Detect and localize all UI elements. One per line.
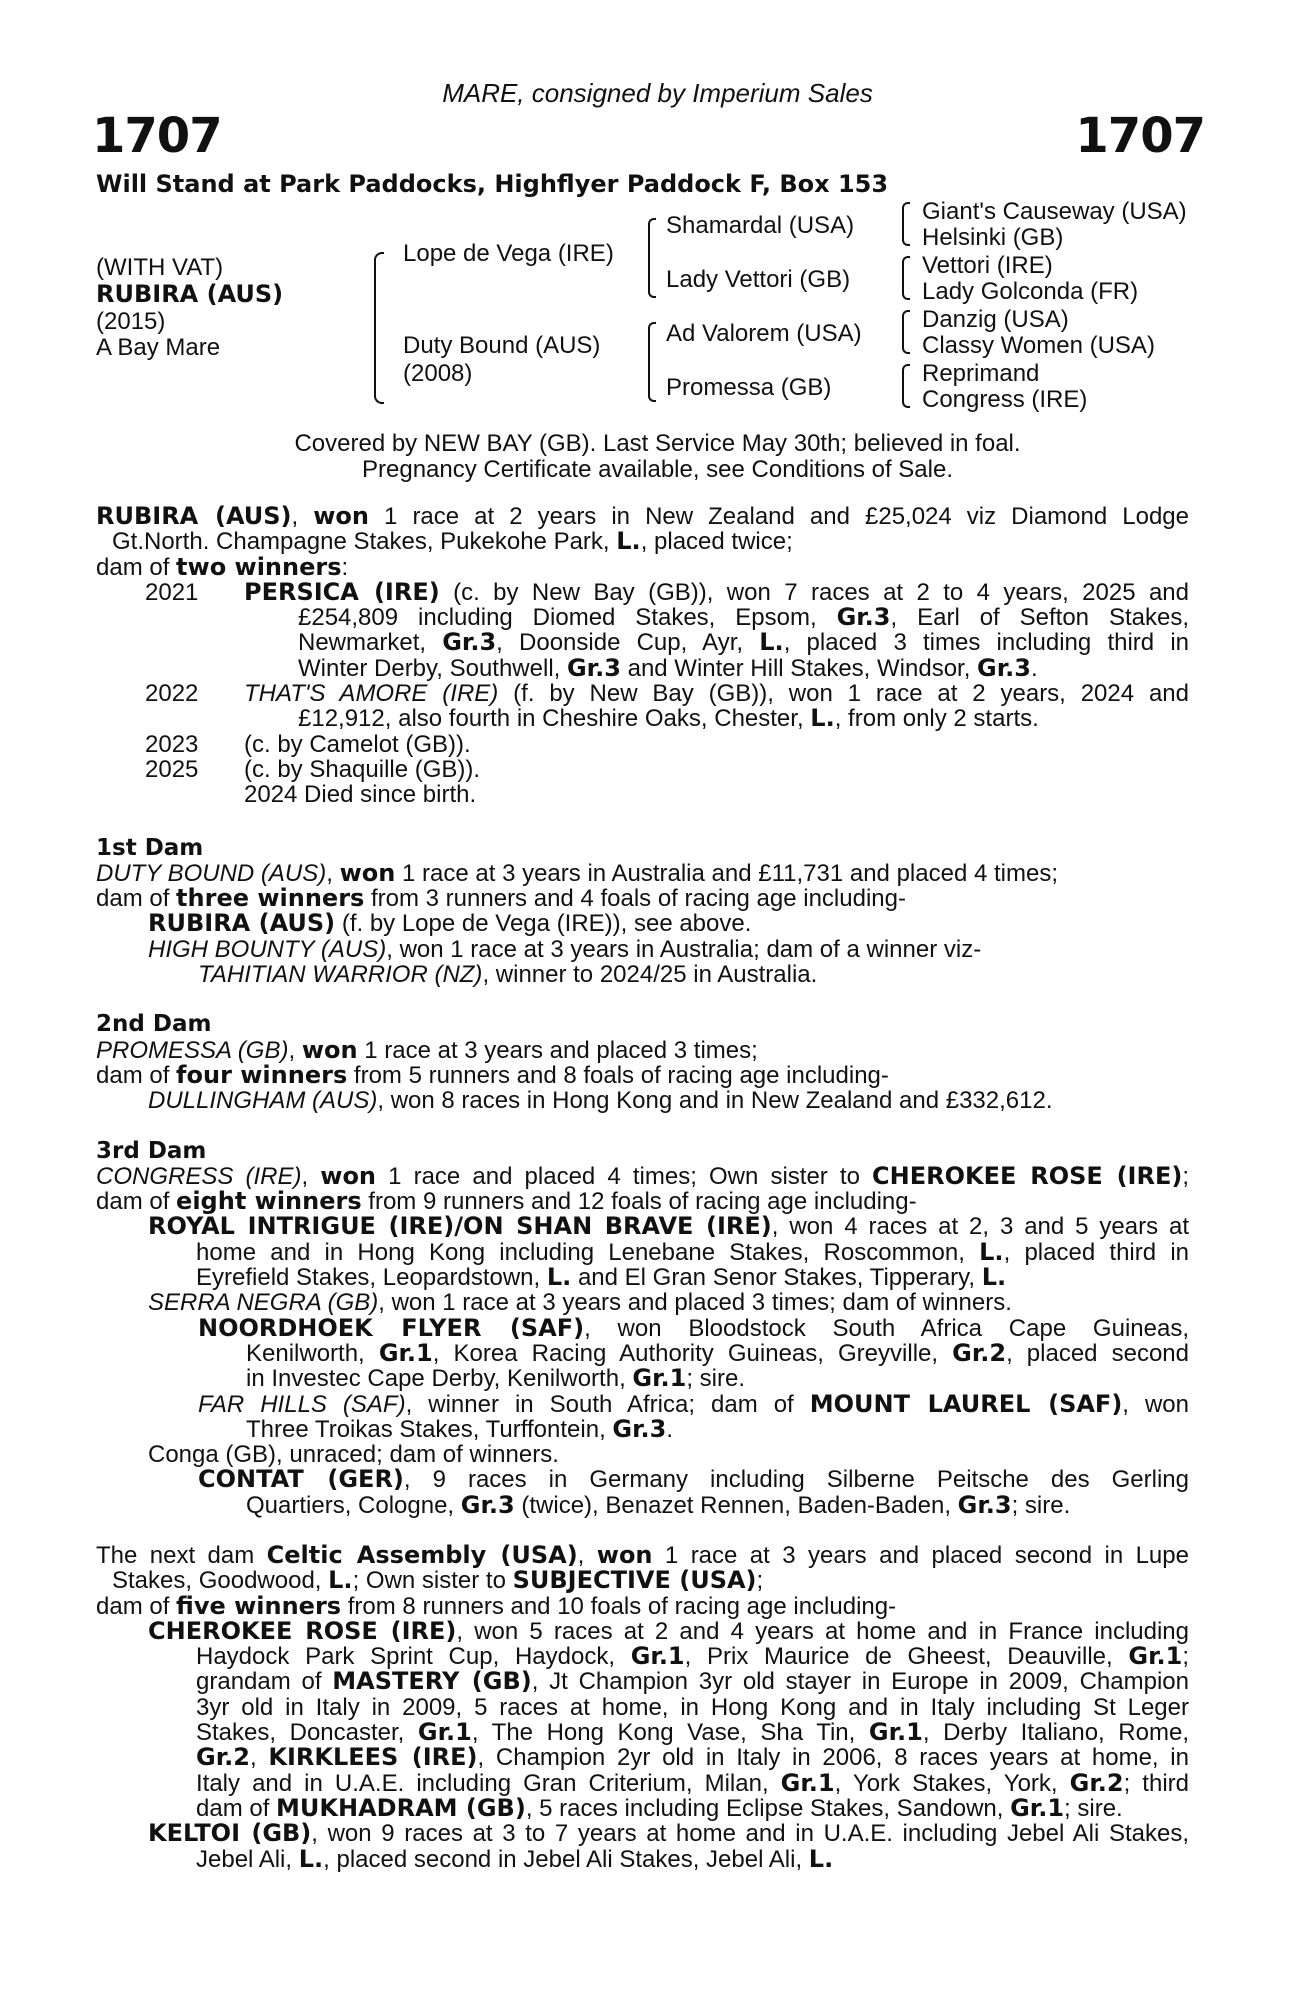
second-dam-line-1: PROMESSA (GB), won 1 race at 3 years and placed 3 times; [96, 1035, 758, 1064]
vat-note: (WITH VAT) [96, 254, 224, 281]
produce-2021-line-3: Newmarket, Gr.3, Doonside Cup, Ayr, L., placed 3 times including third in [298, 628, 1189, 657]
cherokee-rose-line-5: Stakes, Doncaster, Gr.1, The Hong Kong Vase, Sha Tin, Gr.1, Derby Italiano, Rome, [196, 1718, 1189, 1747]
royal-intrigue-line-1: ROYAL INTRIGUE (IRE)/ON SHAN BRAVE (IRE), won 4 races at 2, 3 and 5 years at [148, 1212, 1189, 1241]
second-dam-line-2: dam of four winners from 5 runners and 8 foals of racing age including- [96, 1060, 889, 1089]
pedigree-brace-sd [902, 256, 910, 300]
produce-2022-line-2: £12,912, also fourth in Cheshire Oaks, Chester, L., from only 2 starts. [298, 704, 1039, 733]
dd-dam: Congress (IRE) [922, 386, 1088, 413]
far-hills-line-2: Three Troikas Stakes, Turffontein, Gr.3. [246, 1414, 674, 1443]
produce-2021-line-2: £254,809 including Diomed Stakes, Epsom, Gr.3, Earl of Sefton Stakes, [298, 603, 1189, 632]
ds-dam: Classy Women (USA) [922, 332, 1155, 359]
first-dam-line-2: dam of three winners from 3 runners and 4 foals of racing age including- [96, 884, 906, 913]
produce-2023: 2023 (c. by Camelot (GB)). [145, 730, 471, 758]
third-dam-heading: 3rd Dam [96, 1137, 207, 1164]
consignor-line: MARE, consigned by Imperium Sales [442, 78, 873, 108]
produce-2021: 2021 PERSICA (IRE) (c. by New Bay (GB)), won 7 races at 2 to 4 years, 2025 and [145, 577, 1189, 606]
catalogue-body [96, 504, 1189, 1872]
first-dam-line-3: RUBIRA (AUS) (f. by Lope de Vega (IRE)), see above. [148, 909, 752, 938]
produce-2025: 2025 (c. by Shaquille (GB)). [145, 755, 481, 783]
ss-sire: Giant's Causeway (USA) [922, 198, 1187, 225]
cherokee-rose-line-7: Italy and in U.A.E. including Gran Criterium, Milan, Gr.1, York Stakes, York, Gr.2; third [196, 1768, 1189, 1797]
lot-number-right: 1707 [1075, 108, 1205, 164]
third-dam-line-1: CONGRESS (IRE), won 1 race and placed 4 times; Own sister to CHEROKEE ROSE (IRE); [96, 1161, 1189, 1190]
dd-sire: Reprimand [922, 360, 1040, 387]
produce-2022: 2022 THAT'S AMORE (IRE) (f. by New Bay (GB)), won 1 race at 2 years, 2024 and [145, 680, 1189, 708]
dam-sire: Ad Valorem (USA) [666, 320, 862, 347]
next-dam-line-1: The next dam Celtic Assembly (USA), won 1 race at 3 years and placed second in Lupe [96, 1540, 1189, 1569]
stand-location: Will Stand at Park Paddocks, Highflyer Paddock F, Box 153 [96, 170, 889, 198]
produce-2021-line-4: Winter Derby, Southwell, Gr.3 and Winter Hill Stakes, Windsor, Gr.3. [298, 653, 1038, 682]
cherokee-rose-line-1: CHEROKEE ROSE (IRE), won 5 races at 2 and 4 years at home and in France including [148, 1616, 1189, 1645]
pedigree-brace-ss [902, 202, 910, 246]
third-dam-line-2: dam of eight winners from 9 runners and 12 foals of racing age including- [96, 1187, 917, 1216]
covering-line: Covered by NEW BAY (GB). Last Service May 30th; believed in foal. [294, 430, 1021, 457]
noordhoek-line-2: Kenilworth, Gr.1, Korea Racing Authority Guineas, Greyville, Gr.2, placed second [246, 1338, 1190, 1367]
pedigree-brace-dam [648, 322, 656, 402]
sire-dam: Lady Vettori (GB) [666, 266, 851, 293]
next-dam-line-3: dam of five winners from 8 runners and 10 foals of racing age including- [96, 1591, 897, 1620]
cherokee-rose-line-6: Gr.2, KIRKLEES (IRE), Champion 2yr old in Italy in 2006, 8 races years at home, in [196, 1743, 1189, 1772]
second-dam-heading: 2nd Dam [96, 1011, 212, 1038]
conga-line: Conga (GB), unraced; dam of winners. [148, 1441, 559, 1469]
pedigree-brace-sire [648, 218, 656, 298]
royal-intrigue-line-3: Eyrefield Stakes, Leopardstown, L. and El Gran Senor Stakes, Tipperary, L. [196, 1263, 1007, 1292]
horse-description: A Bay Mare [96, 334, 221, 361]
ss-dam: Helsinki (GB) [922, 224, 1064, 251]
second-dam-line-3: DULLINGHAM (AUS), won 8 races in Hong Kong and in New Zealand and £332,612. [148, 1087, 1053, 1115]
mare-line-1: RUBIRA (AUS), won 1 race at 2 years in New Zealand and £25,024 viz Diamond Lodge [96, 502, 1189, 530]
noordhoek-line-1: NOORDHOEK FLYER (SAF), won Bloodstock South Africa Cape Guineas, [198, 1313, 1189, 1342]
first-dam-line-1: DUTY BOUND (AUS), won 1 race at 3 years in Australia and £11,731 and placed 4 times; [96, 858, 1058, 887]
pregnancy-line: Pregnancy Certificate available, see Conditions of Sale. [362, 456, 953, 483]
far-hills-line-1: FAR HILLS (SAF), winner in South Africa; dam of MOUNT LAUREL (SAF), won [198, 1389, 1189, 1418]
cherokee-rose-line-4: 3yr old in Italy in 2009, 5 races at home, in Hong Kong and in Italy including St Leger [196, 1693, 1189, 1721]
dam: Duty Bound (AUS) [403, 332, 601, 359]
horse-name: RUBIRA (AUS) [96, 280, 284, 308]
first-dam-line-4: HIGH BOUNTY (AUS), won 1 race at 3 years in Australia; dam of a winner viz- [148, 935, 982, 963]
ds-sire: Danzig (USA) [922, 306, 1069, 333]
royal-intrigue-line-2: home and in Hong Kong including Lenebane Stakes, Roscommon, L., placed third in [196, 1237, 1189, 1266]
cherokee-rose-line-3: grandam of MASTERY (GB), Jt Champion 3yr old stayer in Europe in 2009, Champion [196, 1667, 1189, 1696]
cherokee-rose-line-2: Haydock Park Sprint Cup, Haydock, Gr.1, Prix Maurice de Gheest, Deauville, Gr.1; [196, 1642, 1189, 1671]
next-dam-line-2: Stakes, Goodwood, L.; Own sister to SUBJECTIVE (USA); [112, 1566, 764, 1595]
pedigree-brace-ds [902, 310, 910, 354]
lot-number-left: 1707 [92, 108, 222, 164]
horse-year: (2015) [96, 308, 166, 335]
sire: Lope de Vega (IRE) [403, 240, 614, 267]
sd-dam: Lady Golconda (FR) [922, 278, 1139, 305]
noordhoek-line-3: in Investec Cape Derby, Kenilworth, Gr.1; sire. [246, 1364, 746, 1393]
mare-line-3: dam of two winners: [96, 552, 349, 581]
produce-2025-note: 2024 Died since birth. [244, 781, 477, 809]
contat-line-2: Quartiers, Cologne, Gr.3 (twice), Benazet Rennen, Baden-Baden, Gr.3; sire. [246, 1490, 1071, 1519]
first-dam-line-5: TAHITIAN WARRIOR (NZ), winner to 2024/25 in Australia. [198, 961, 818, 989]
serra-negra-line: SERRA NEGRA (GB), won 1 race at 3 years and placed 3 times; dam of winners. [148, 1289, 1012, 1317]
sire-sire: Shamardal (USA) [666, 212, 855, 239]
contat-line-1: CONTAT (GER), 9 races in Germany including Silberne Peitsche des Gerling [198, 1465, 1189, 1494]
pedigree-brace-main [374, 252, 384, 404]
first-dam-heading: 1st Dam [96, 834, 204, 861]
mare-line-2: Gt.North. Champagne Stakes, Pukekohe Park, L., placed twice; [112, 527, 793, 556]
pedigree-brace-dd [902, 364, 910, 408]
cherokee-rose-line-8: dam of MUKHADRAM (GB), 5 races including Eclipse Stakes, Sandown, Gr.1; sire. [196, 1793, 1123, 1822]
sd-sire: Vettori (IRE) [922, 252, 1053, 279]
keltoi-line-2: Jebel Ali, L., placed second in Jebel Ali Stakes, Jebel Ali, L. [196, 1844, 834, 1873]
dam-year: (2008) [403, 360, 473, 387]
keltoi-line-1: KELTOI (GB), won 9 races at 3 to 7 years at home and in U.A.E. including Jebel Ali Stakes, [148, 1819, 1189, 1848]
dam-dam: Promessa (GB) [666, 374, 832, 401]
